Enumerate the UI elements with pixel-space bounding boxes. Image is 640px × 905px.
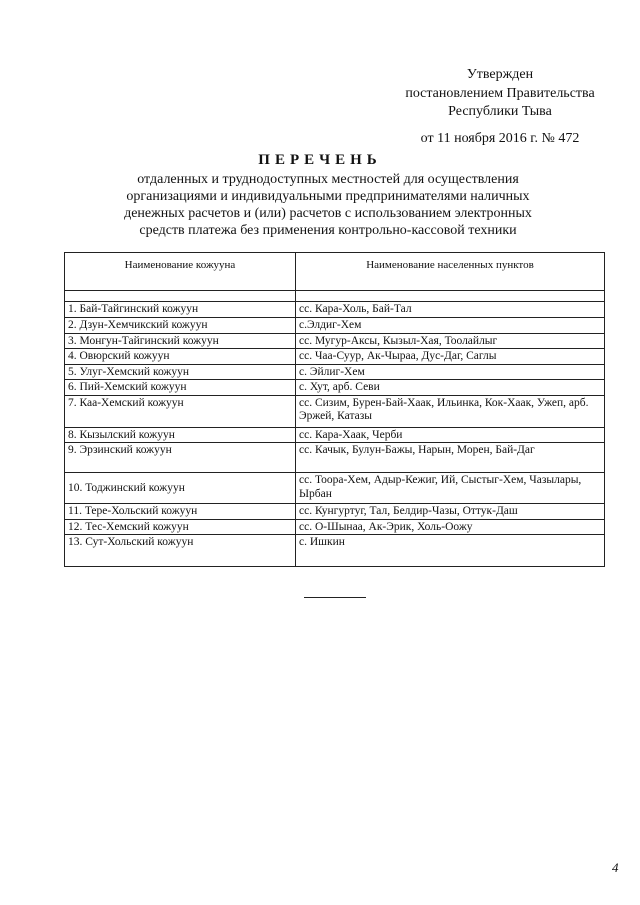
district-cell: 8. Кызылский кожуун — [65, 427, 296, 443]
table-row — [65, 504, 605, 520]
closing-divider — [304, 597, 366, 598]
header-settlements: Наименование населенных пунктов — [296, 253, 605, 291]
approval-block — [390, 66, 610, 148]
settlements-cell: сс. Качык, Булун-Бажы, Нарын, Морен, Бай-Даг — [296, 443, 605, 473]
district-cell: 11. Тере-Хольский кожуун — [65, 504, 296, 520]
district-cell: 9. Эрзинский кожуун — [65, 443, 296, 473]
table-row — [65, 364, 605, 380]
approval-line-1: Утвержден — [466, 67, 534, 82]
table-row — [65, 535, 605, 567]
district-cell: 10. Тоджинский кожуун — [65, 473, 296, 504]
document-subtitle — [60, 171, 596, 239]
settlements-cell: сс. Сизим, Бурен-Бай-Хаак, Ильинка, Кок-Хаак, Ужеп, арб. Эржей, Катазы — [296, 395, 605, 427]
district-cell: 7. Каа-Хемский кожуун — [65, 395, 296, 427]
district-cell: 3. Монгун-Тайгинский кожуун — [65, 333, 296, 349]
table-row — [65, 519, 605, 535]
table-row — [65, 443, 605, 473]
table-row — [65, 473, 605, 504]
district-cell: 13. Сут-Хольский кожуун — [65, 535, 296, 567]
settlements-cell: с. Эйлиг-Хем — [296, 364, 605, 380]
approval-line-3: Республики Тыва — [448, 104, 552, 119]
page-number: 4 — [612, 860, 619, 875]
subtitle-line: отдаленных и труднодоступных местностей для осуществления — [137, 172, 519, 187]
table-row — [65, 349, 605, 365]
district-cell: 6. Пий-Хемский кожуун — [65, 380, 296, 396]
district-cell: 1. Бай-Тайгинский кожуун — [65, 302, 296, 318]
settlements-cell: с. Ишкин — [296, 535, 605, 567]
subtitle-line: организациями и индивидуальными предпринимателями наличных — [126, 189, 530, 204]
settlements-cell: сс. Мугур-Аксы, Кызыл-Хая, Тоолайлыг — [296, 333, 605, 349]
spacer-cell — [296, 291, 605, 302]
table-row — [65, 333, 605, 349]
table-row — [65, 318, 605, 334]
table-row — [65, 395, 605, 427]
table-header-row — [65, 253, 605, 291]
approval-date: от 11 ноября 2016 г. № 472 — [420, 130, 580, 146]
district-cell: 5. Улуг-Хемский кожуун — [65, 364, 296, 380]
settlements-cell: сс. Тоора-Хем, Адыр-Кежиг, Ий, Сыстыг-Хем, Чазылары, Ырбан — [296, 473, 605, 504]
document-title: ПЕРЕЧЕНЬ — [258, 152, 382, 168]
settlements-cell: с. Хут, арб. Севи — [296, 380, 605, 396]
settlements-cell: с.Элдиг-Хем — [296, 318, 605, 334]
district-cell: 12. Тес-Хемский кожуун — [65, 519, 296, 535]
settlements-cell: сс. Чаа-Суур, Ак-Чыраа, Дус-Даг, Саглы — [296, 349, 605, 365]
settlements-cell: сс. Кара-Хаак, Черби — [296, 427, 605, 443]
settlements-table — [64, 252, 605, 567]
table-row — [65, 427, 605, 443]
approval-line-2: постановлением Правительства — [405, 85, 595, 101]
table-row — [65, 380, 605, 396]
settlements-cell: сс. Кунгуртуг, Тал, Белдир-Чазы, Оттук-Даш — [296, 504, 605, 520]
settlements-cell: сс. Кара-Холь, Бай-Тал — [296, 302, 605, 318]
table-row — [65, 302, 605, 318]
header-district: Наименование кожууна — [65, 253, 296, 291]
district-cell: 4. Овюрский кожуун — [65, 349, 296, 365]
district-cell: 2. Дзун-Хемчикский кожуун — [65, 318, 296, 334]
subtitle-line: денежных расчетов и (или) расчетов с использованием электронных — [124, 206, 532, 221]
spacer-cell — [65, 291, 296, 302]
subtitle-line: средств платежа без применения контрольно-кассовой техники — [139, 223, 517, 238]
table-spacer-row — [65, 291, 605, 302]
settlements-cell: сс. О-Шынаа, Ак-Эрик, Холь-Оожу — [296, 519, 605, 535]
